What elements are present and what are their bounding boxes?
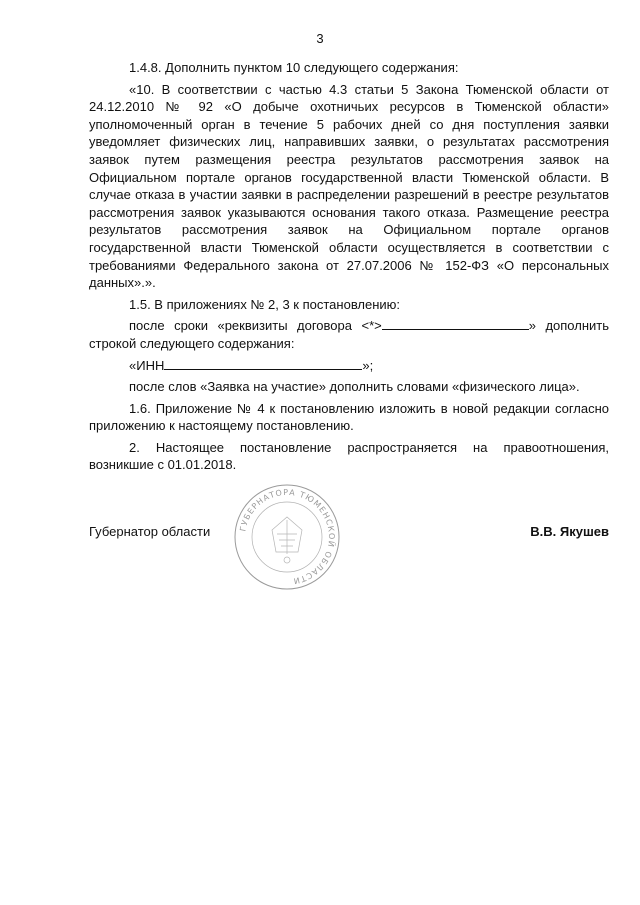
paragraph-application-words: после слов «Заявка на участие» дополнить словами «физического лица». (129, 379, 580, 395)
document-body (89, 59, 609, 474)
inn-line-start: «ИНН (129, 357, 165, 373)
blank-line (382, 317, 529, 330)
official-seal (232, 482, 342, 592)
svg-text:ГУБЕРНАТОРА ТЮМЕНСКОЙ ОБЛАСТИ: ГУБЕРНАТОРА ТЮМЕНСКОЙ ОБЛАСТИ (238, 487, 337, 586)
contract-line-start: после сроки «реквизиты договора <*> (129, 318, 382, 334)
page-number: 3 (316, 31, 324, 46)
signature-name: В.В. Якушев (530, 524, 609, 539)
paragraph-1-4-8: 1.4.8. Дополнить пунктом 10 следующего содержания: (129, 60, 459, 75)
paragraph-1-6: 1.6. Приложение № 4 к постановлению изложить в новой редакции согласно приложению к настоящему постановлению. (89, 400, 609, 434)
blank-line (164, 357, 362, 370)
paragraph-inn-line (89, 357, 609, 375)
signature-position: Губернатор области (89, 524, 211, 539)
inn-line-end: »; (362, 357, 374, 373)
paragraph-contract-line (89, 317, 609, 352)
paragraph-point-10: «10. В соответствии с частью 4.3 статьи 5 Закона Тюменской области от 24.12.2010 № 92 «О добыче охотничьих ресурсов в Тюменской области» уполномоченный орган в течение 5 рабочих дней со дня поступления заявки уведомляет физических лиц, направивших заявки, о результатах рассмотрения заявок путем размещения реестра результатов рассмотрения заявок на Официальном портале органов государственной власти Тюменской области. В случае отказа в участии заявки в распределении разрешений в реестре результатов рассмотрения заявок указываются основания такого отказа. Размещение реестра результатов рассмотрения заявок на Официальном портале органов государственной власти Тюменской области осуществляется в соответствии с требованиями Федерального закона от 27.07.2006 № 152-ФЗ «О персональных данных».». (89, 81, 609, 291)
paragraph-1-5: 1.5. В приложениях № 2, 3 к постановлению: (129, 296, 401, 312)
contract-line-end: » дополнить строкой следующего содержания: (89, 318, 609, 351)
paragraph-2: 2. Настоящее постановление распространяется на правоотношения, возникшие с 01.01.2018. (89, 439, 609, 473)
